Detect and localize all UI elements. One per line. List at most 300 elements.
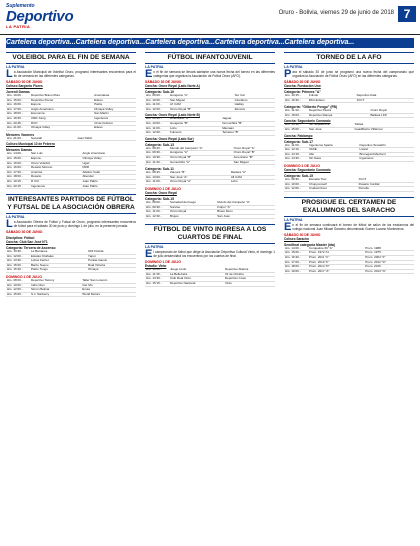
away-team: Prom. 2004 "F" (364, 255, 414, 260)
home-team: San José (308, 127, 353, 132)
column-3 (284, 52, 414, 542)
match-time: Hrs. 08:00 - (6, 279, 30, 283)
day-heading: SÁBADO 30 DE JUNIO (284, 80, 321, 84)
home-team: Barrio Nuevo (30, 263, 87, 268)
home-team: Olmaya Volley (30, 126, 93, 131)
home-team: Juego Lindo (169, 268, 224, 272)
away-team: Deportivo Cosa (224, 277, 275, 282)
away-team: JCCT (356, 98, 414, 103)
drop-cap: P (284, 68, 292, 80)
away-team: Ballesa LKP (369, 113, 414, 118)
home-team: Indio Clan (30, 283, 81, 288)
table-row (145, 214, 275, 219)
home-team: San Luis (30, 152, 82, 156)
home-team: Oruro Royal (169, 210, 216, 215)
match-time: Hrs. 08:30 - (145, 147, 169, 151)
match-time: Hrs. 18:00 - (284, 265, 308, 270)
away-team: Emsa (81, 288, 136, 293)
venue-heading: Cancha: Oruro Royal (Lado Sur) (145, 136, 194, 141)
away-team: Guadilberto Villarroel (353, 127, 414, 132)
home-team: Mundo del Campeón "A" (169, 147, 233, 151)
venue-heading: Estadio: Vinto (145, 264, 167, 269)
home-team: Ingenieros Sparta (308, 144, 359, 148)
match-table (145, 268, 275, 286)
article-intro: La Asociación Obrera de Fútbol y Futsal de Oruro, programó interesantes encuentros de fútbol para el sábado 30 de junio y domingo 1 de julio, en la presente jornada. (6, 218, 136, 231)
away-team: Perrelle (358, 187, 414, 192)
match-time: Hrs. 08:30 - (145, 117, 169, 121)
home-team: EM Hudson (308, 98, 356, 103)
category-heading: Categoría: Sub-15 (145, 196, 175, 201)
article-tag: LA PATRIA (284, 217, 303, 222)
article-tag: LA PATRIA (145, 65, 164, 69)
home-team: Alto (308, 152, 359, 157)
away-team: Olmaya Volley (93, 107, 136, 112)
away-team: JCCT (358, 178, 414, 182)
home-team: Prom. 1972-74 (308, 251, 364, 256)
table-row (284, 187, 414, 192)
home-team: Prom. 2014 "D" (308, 265, 364, 270)
match-time: Hrs. 16:00 - (6, 166, 30, 171)
home-team: R.V.R. (30, 179, 82, 184)
away-team: Madera "A" (230, 171, 275, 175)
match-table (145, 117, 275, 135)
away-team: Prom. 2016 (364, 265, 414, 270)
match-time: Hrs. 16:30 - (284, 98, 308, 103)
article-tag: LA PATRIA (6, 215, 25, 220)
match-time: Hrs. 10:00 - (6, 283, 30, 288)
match-time: Hrs. 15:00 - (284, 251, 308, 256)
match-table (6, 137, 136, 142)
match-time: Hrs. 16:30 - (284, 255, 308, 260)
match-time: Hrs. 19:15 - (6, 179, 30, 184)
away-team: Bravo Moro (216, 210, 275, 215)
match-time: Hrs. 09:00 - (145, 94, 169, 98)
match-table (284, 94, 414, 103)
article-title: FÚTBOL INFANTOJUVENIL (145, 52, 275, 64)
table-row (145, 131, 275, 136)
match-time: Hrs. 18:00 - (6, 175, 30, 180)
category-heading: Menores Damas (6, 148, 33, 153)
home-team: Rosario (30, 175, 82, 180)
away-team: Patria (93, 103, 136, 108)
match-time: Hrs. 11:30 - (145, 160, 169, 165)
away-team: Edeso (93, 98, 136, 103)
home-team: Patrio Tongo (30, 268, 87, 273)
match-time: Hrs. 09:30 - (145, 151, 169, 156)
table-row (145, 282, 275, 287)
home-team: DVO (30, 121, 93, 126)
home-team: Fulmar (308, 94, 356, 98)
away-team: Lobo (230, 180, 275, 185)
match-time: Hrs. 11:00 - (145, 210, 169, 215)
category-heading: Categoría: Primera "A" (284, 90, 321, 94)
match-time: Hrs. 12:00 - (284, 187, 308, 192)
home-team: Lobo (169, 126, 221, 131)
away-team: Ingenieros (93, 116, 136, 121)
match-time: Hrs. 12:10 - (284, 148, 308, 153)
match-time: Hrs. 11:00 - (145, 126, 169, 131)
home-team: S.J. Sanberry (30, 292, 81, 297)
away-team: Gumuchiks "B" (221, 121, 275, 126)
away-team: Anglo Americano (82, 152, 136, 156)
match-table (284, 178, 414, 192)
home-team: Espora (30, 156, 82, 161)
match-time: Hrs. 15:00 - (6, 156, 30, 161)
away-team: Mundo del Campeón "A" (216, 201, 275, 205)
table-row (284, 98, 414, 103)
away-team: Oruro Royal "A" (233, 147, 275, 151)
home-team: San Miguel (169, 98, 234, 103)
away-team: Edeso (93, 126, 136, 131)
away-team: Cal. Mo (81, 283, 136, 288)
column-1 (6, 52, 136, 542)
home-team: Fulmons (169, 131, 221, 136)
home-team: Anglo Americano (30, 107, 93, 112)
away-team: Americano "B" (233, 155, 275, 160)
away-team: Tobias (353, 123, 414, 127)
match-time: Hrs. 11:00 - (284, 144, 308, 148)
away-team: Mamaan (221, 126, 275, 131)
away-team: Juan Pablo (76, 137, 136, 141)
drop-cap: E (284, 220, 292, 233)
home-team: Sin Nave (308, 157, 359, 162)
match-time: Hrs. 15:00 - (6, 98, 30, 103)
article-title: INTERESANTES PARTIDOS DE FÚTBOL Y FUTSAL DE LA ASOCIACIÓN OBRERA (6, 194, 136, 214)
home-team: Corquatine 60 "A" (308, 247, 364, 251)
home-team: Oruro Voleibol (30, 161, 82, 166)
match-time: Hrs. 17:00 - (284, 260, 308, 265)
match-time: Hrs. 12:30 - (145, 214, 169, 219)
away-team: Juan Pablo (82, 179, 136, 184)
match-time: Hrs. 12:00 - (6, 288, 30, 293)
day-heading: DOMINGO 1 DE JULIO (284, 163, 320, 168)
table-row (6, 184, 136, 189)
day-heading: SÁBADO 30 DE JUNIO (284, 232, 321, 237)
away-team: Vinto (224, 282, 275, 287)
match-time: Hrs. 17:00 - (6, 107, 30, 112)
match-table (6, 152, 136, 189)
away-team: Altendar (82, 175, 136, 180)
away-team: Deportivo Tescalchi (359, 144, 414, 148)
match-time: Hrs. 12:00 - (145, 131, 169, 136)
home-team: Brujos (169, 214, 216, 219)
away-team: Rosario Cordial (358, 182, 414, 187)
away-team: Deportivo Alianza (224, 268, 275, 272)
category-heading: Categoría: Sub-15 (284, 173, 314, 178)
match-time: Hrs. 21:00 - (6, 126, 30, 131)
home-team: Prom. 2011 "C" (308, 255, 364, 260)
away-team: Ugaz (82, 161, 136, 166)
away-team: Bronegard Mezzent (359, 152, 414, 157)
home-team: Zamora "B" (169, 171, 230, 175)
match-table (6, 279, 136, 297)
match-time: Hrs. 14:00 - (6, 152, 30, 156)
match-time: Hrs. 11:30 - (284, 109, 308, 113)
away-team: All CAM (230, 175, 275, 180)
article-title: PROSIGUE EL CERTAMEN DE EXALUMNOS DEL SARACHO (284, 197, 414, 217)
match-table (284, 123, 414, 132)
home-team: Oruro Royal "B" (169, 107, 234, 112)
venue-heading: Cancha: Fabiampo (284, 133, 313, 138)
venue-heading: Coliseo Sargento Flores (6, 84, 43, 88)
home-team: Al' CAM (169, 103, 234, 108)
home-team: Lobos Ferriel (30, 259, 87, 264)
match-time: Hrs. 16:00 - (6, 161, 30, 166)
away-team: San Miguel (233, 160, 275, 165)
match-table (6, 250, 136, 273)
article-title: FÚTBOL DE VINTO INGRESA A LOS CUARTOS DE FINAL (145, 224, 275, 244)
category-heading: Categoría: Sub-11 (145, 167, 174, 172)
masthead (0, 0, 420, 35)
logo-top-text: Suplemento (6, 3, 35, 9)
away-team: San Martín (93, 112, 136, 117)
match-time: Hrs. 10:00 - (145, 175, 169, 180)
away-team: Deportivo Kala (356, 94, 414, 98)
home-team: Simón Bolivar (30, 288, 81, 293)
match-time: Hrs. 15:00 - (6, 263, 30, 268)
home-team: Hungaros "A" (169, 151, 233, 156)
match-time: Hrs. 10:00 - (145, 268, 169, 272)
day-heading: DOMINGO 1 DE JULIO (6, 275, 42, 280)
discipline-heading: Disciplina: Fútbol (6, 236, 35, 241)
home-team: Estelas Otoñales (30, 254, 87, 259)
home-team: Escuela Trac (308, 178, 358, 182)
venue-heading: Cancha: Segundario Comando (284, 167, 331, 172)
category-heading: Menores Varones (6, 132, 35, 137)
logo-main-text: Deportivo (6, 8, 74, 25)
match-table (284, 144, 414, 162)
category-heading: Categoría: Sub-17 (284, 139, 314, 144)
away-team: 10 de Febrero (93, 121, 136, 126)
table-row (284, 157, 414, 162)
article-tag: LA PATRIA (284, 65, 303, 69)
category-heading: Categoría: Sub-13 (145, 142, 175, 147)
logo-sub-text: LA PATRIA (6, 24, 31, 29)
match-time: Hrs. 10:00 - (6, 94, 30, 98)
home-team: Prom. 2010 "F" (308, 260, 364, 265)
home-team: Ingenieros (30, 184, 82, 189)
away-team: Olmaya (87, 268, 136, 273)
day-heading: SÁBADO 30 DE JUNIO (6, 80, 43, 84)
away-team: Puntas Gauno (87, 259, 136, 264)
match-time: Hrs. 11:00 - (145, 180, 169, 185)
away-team: Oruro Royal (369, 109, 414, 113)
home-team: Economía (30, 112, 93, 117)
match-table (284, 109, 414, 118)
match-time: Hrs. 18:00 - (6, 112, 30, 117)
match-time: Hrs. 11:45 - (145, 272, 169, 277)
match-table (145, 201, 275, 219)
away-team: Litoral (359, 148, 414, 153)
match-time: Hrs. 13:15 - (284, 152, 308, 157)
match-table (145, 171, 275, 185)
away-team: San José (216, 214, 275, 219)
venue-heading: Cancha: Oruro Royal (Lado Norte A) (145, 84, 200, 88)
table-row (145, 180, 275, 185)
match-table (6, 94, 136, 131)
match-time: Hrs. 08:30 - (284, 178, 308, 182)
article-tag: LA PATRIA (145, 245, 164, 250)
drop-cap: E (145, 68, 153, 80)
away-team: Terracos "B" (221, 131, 275, 136)
home-team: Americano "B" (169, 117, 221, 121)
home-team: La Bellezaira (169, 272, 224, 277)
drop-cap: L (6, 68, 13, 80)
day-heading: SÁBADO 30 DE JUNIO (6, 230, 43, 235)
match-time: Hrs. 15:00 - (6, 292, 30, 297)
drop-cap: E (145, 248, 153, 261)
match-time: Hrs. 10:15 - (284, 94, 308, 98)
match-time: Hrs. 19:30 - (6, 116, 30, 121)
away-team: Prom. 1975 (364, 251, 414, 256)
away-team: Taller San Lorenzo (81, 279, 136, 283)
category-heading: Semifinal categoría Master (ida) (284, 242, 336, 247)
dateline: Oruro - Bolivia, viernes 29 de junio de 2018 (278, 10, 394, 16)
away-team: Ingenieros (359, 157, 414, 162)
away-team: Olmaya Volley (82, 156, 136, 161)
match-time: Hrs. 13:30 - (6, 259, 30, 264)
away-team: Amentanas (93, 94, 136, 98)
home-team: Deportivo Bravo Moro (30, 94, 93, 98)
away-team: Fulpor "A" (216, 205, 275, 210)
venue-heading: Cancha: Oruro Royal (Lado Norte B) (145, 113, 200, 118)
away-team: Prom. 1988 (364, 247, 414, 251)
match-table (145, 94, 275, 112)
venue-heading: Coliseo Saracho (284, 236, 309, 241)
home-team: La Barranca (30, 250, 87, 254)
table-row (6, 292, 136, 297)
away-team: Jaguar (221, 117, 275, 121)
home-team: Oruro Royal "B" (169, 155, 233, 160)
match-time: Hrs. 10:00 - (145, 121, 169, 126)
home-team: San José "A" (169, 175, 230, 180)
drop-cap: L (6, 218, 13, 231)
match-time: Hrs. 11:00 - (145, 103, 169, 108)
away-team: ODI Florida (87, 250, 136, 254)
match-table (145, 147, 275, 165)
publication-logo (6, 3, 72, 29)
table-row (284, 113, 414, 118)
home-team: Prom. 2017 "A" (308, 269, 364, 274)
match-time: Hrs. 09:30 - (145, 205, 169, 210)
away-team: Real Victoria (87, 263, 136, 268)
away-team: 31 de Octubre (224, 272, 275, 277)
home-team: Hungaros "A" (169, 94, 234, 98)
away-team: Hadley (234, 103, 275, 108)
category-heading: Categoría: Tercera de Ascenso (6, 246, 56, 251)
match-time: Hrs. 20:15 - (6, 184, 30, 189)
match-time: Hrs. 12:00 - (6, 254, 30, 259)
article-intro: El campeonato de fútbol que dirige la Asociación Deportiva Cultural Vinto, el domingo 1 de julio desarrollará los encuentros por los cuartos de final. (145, 248, 275, 261)
table-row (284, 127, 414, 132)
home-team: Deportivo Rampa (308, 113, 369, 118)
category-heading: Categoría: "Gilberto Pongo" (FB) (284, 105, 338, 110)
away-team: Oruro Royal "B" (233, 151, 275, 156)
home-team: Rosario Moreno (30, 166, 82, 171)
match-time: Hrs. 14:00 - (284, 247, 308, 251)
match-time: Hrs. 18:00 - (284, 113, 308, 118)
home-team: VASE (308, 148, 359, 153)
away-team: Zamora (234, 107, 275, 112)
venue-heading: Coliseo Municipal 10 de Febrero (6, 142, 55, 147)
away-team: Yapuí (87, 254, 136, 259)
home-team: Deportivo Tammy (30, 279, 81, 283)
home-team: Deportivo Paoza (308, 109, 369, 113)
home-team: Chupyourself (308, 182, 358, 187)
home-team: América (30, 170, 82, 175)
away-team: Prom. 2012 "D" (364, 260, 414, 265)
match-time: Hrs. 13:30 - (284, 123, 308, 127)
match-time: Hrs. 10:30 - (6, 250, 30, 254)
away-team: Cinefamo (234, 98, 275, 103)
home-team: Sunrise (169, 205, 216, 210)
match-time: Hrs. 17:30 - (6, 170, 30, 175)
home-team: Hungaros "B" (169, 121, 221, 126)
match-time: Hrs. 14:30 - (284, 157, 308, 162)
table-row (284, 269, 414, 274)
table-row (6, 268, 136, 273)
section-banner: Cartelera deportiva...Cartelera deportiva...Cartelera deportiva...Cartelera deportiva...Cartelera deportiva... (6, 38, 414, 48)
match-time: Hrs. 15:15 - (145, 282, 169, 287)
category-heading: Categoría: Sub-10 (145, 90, 175, 94)
venue-heading: Cancha: Segundario Comando (284, 119, 331, 124)
match-time: Hrs. 10:00 - (284, 182, 308, 187)
away-team: World Motors (81, 292, 136, 297)
home-team: Gumuchiks "A" (169, 160, 233, 165)
article-tag: LA PATRIA (6, 65, 25, 69)
home-team: Sin Septiembre (308, 123, 353, 127)
away-team: Juan Pablo (82, 184, 136, 189)
match-time: Hrs. 10:00 - (145, 98, 169, 103)
match-time: Hrs. 13:30 - (145, 277, 169, 282)
match-time: Hrs. 20:45 - (6, 121, 30, 126)
column-2 (145, 52, 275, 542)
away-team: Sur Car (234, 94, 275, 98)
match-time: Hrs. 08:00 - (145, 201, 169, 205)
home-team: Club Real Vinto (169, 277, 224, 282)
match-time: Hrs. 08:30 - (145, 171, 169, 175)
home-team: Ciudad Oruro (308, 187, 358, 192)
venue-heading: Cancha: Club San José N°1 (6, 240, 48, 245)
home-team: Deportivo Nacional (169, 282, 224, 287)
article-intro: En el fin de semana se llevará adelante una nueva fecha del torneo en las diferentes categorías que organiza la Asociación de Fútbol Oruro (AFO). (145, 68, 275, 80)
article-title: VOLEIBOL PARA EL FIN DE SEMANA (6, 52, 136, 64)
home-team: Sociedad de Fuego (169, 201, 216, 205)
category-heading: Juvenil Damas (6, 90, 30, 94)
home-team: Deportivo Pocoó (30, 98, 93, 103)
article-intro: Para el sábado 30 de junio se programó una nueva fecha del campeonato que organiza la Asociación de Fútbol Oruro (AFO) en las diferentes categorías. (284, 68, 414, 80)
match-time: Hrs. 16:00 - (6, 103, 30, 108)
home-team: CRR Junig (30, 116, 93, 121)
match-time: Hrs. 12:00 - (145, 107, 169, 112)
table-row (145, 160, 275, 165)
away-team: Prom. 2013 "G" (364, 269, 414, 274)
match-time: Hrs. 15:00 - (284, 127, 308, 132)
article-intro: En el fin de semana continuará el torneo de fútbol de salón de los exalumnos del colegio nacional Juan Misael Saracho denominado Gumer Lozano Montecinos. (284, 220, 414, 233)
match-time: Hrs. 19:00 - (284, 269, 308, 274)
table-row (6, 137, 136, 141)
article-intro: La Asociación Municipal de Voleibol Oruro, programó interesantes encuentros para el fin de semana en las diferentes categorías. (6, 68, 136, 80)
home-team: Espora (30, 103, 93, 108)
away-team: Atlético Volal (82, 170, 136, 175)
page-number: 7 (398, 6, 416, 22)
match-time: Hrs. 16:30 - (6, 268, 30, 273)
match-time: Hrs. 21:00 - (6, 137, 30, 141)
day-heading: DOMINGO 1 DE JULIO (145, 260, 181, 265)
venue-heading: Cancha: Fundación Uno (284, 84, 321, 88)
article-title: TORNEO DE LA AFO (284, 52, 414, 64)
venue-heading: Cancha: Oruro Royal (145, 190, 177, 195)
